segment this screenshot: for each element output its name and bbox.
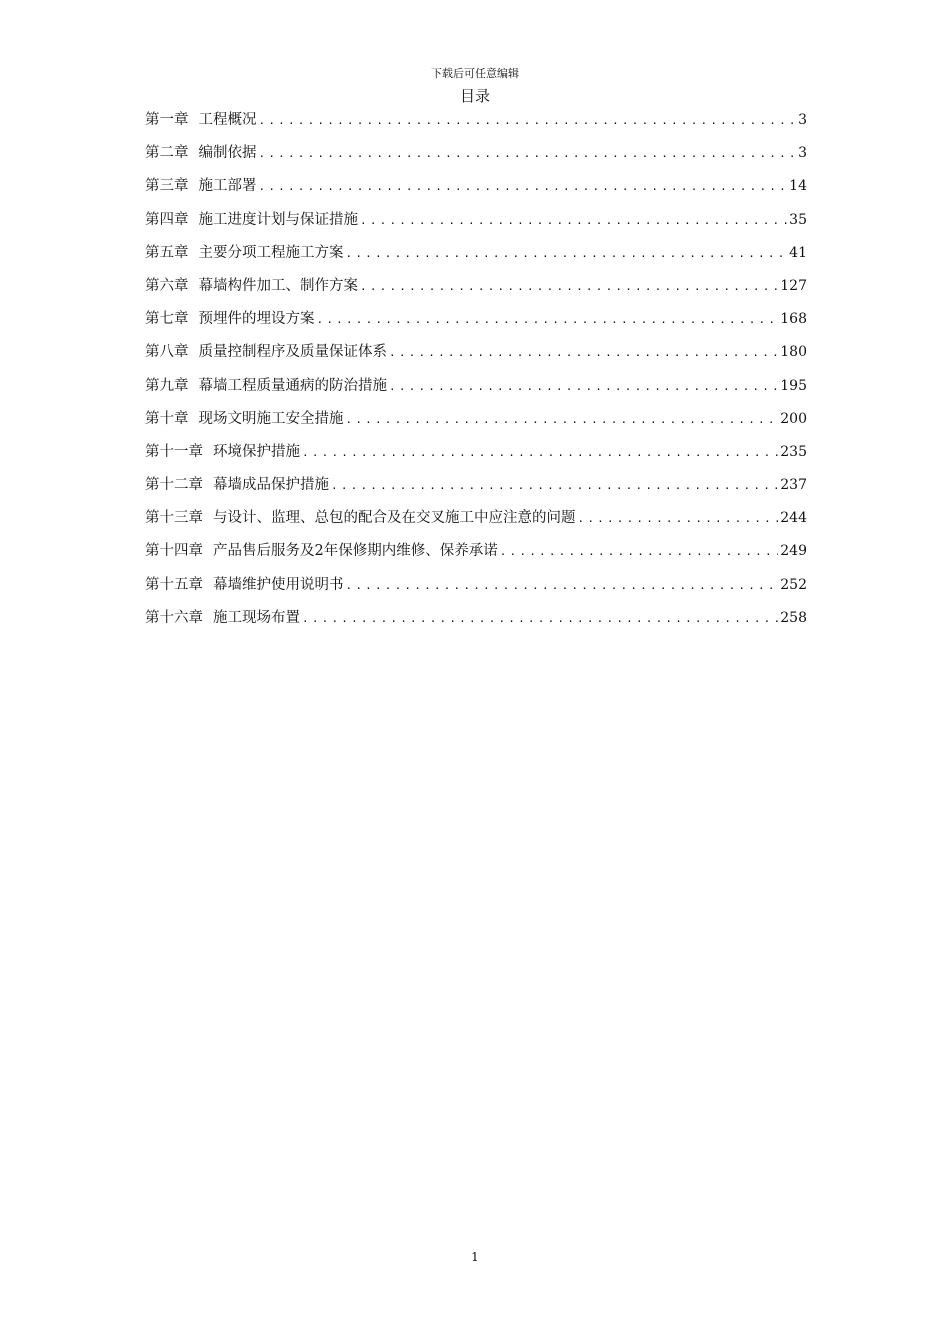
toc-entry-title: 幕墙维护使用说明书 bbox=[213, 576, 344, 593]
toc-entry-title: 编制依据 bbox=[198, 145, 257, 162]
toc-chapter-number: 第九章 bbox=[145, 377, 189, 394]
toc-entry-title: 施工部署 bbox=[198, 178, 257, 195]
toc-entry-title: 现场文明施工安全措施 bbox=[198, 410, 344, 427]
toc-entry-title: 施工进度计划与保证措施 bbox=[198, 211, 358, 228]
table-of-contents bbox=[145, 108, 807, 639]
toc-chapter-number: 第三章 bbox=[145, 178, 189, 195]
toc-entry[interactable] bbox=[145, 573, 807, 606]
toc-entry-title: 工程概况 bbox=[198, 112, 257, 128]
toc-dot-leader bbox=[389, 341, 778, 365]
toc-entry-title: 幕墙工程质量通病的防治措施 bbox=[198, 377, 387, 394]
toc-chapter-number: 第十一章 bbox=[145, 443, 203, 460]
toc-page-number: 237 bbox=[780, 477, 807, 494]
toc-chapter-number: 第十四章 bbox=[145, 543, 203, 560]
toc-entry[interactable] bbox=[145, 108, 807, 141]
toc-entry[interactable] bbox=[145, 340, 807, 373]
toc-entry-title: 幕墙构件加工、制作方案 bbox=[198, 277, 358, 294]
toc-entry[interactable] bbox=[145, 606, 807, 639]
toc-entry-title: 产品售后服务及2年保修期内维修、保养承诺 bbox=[213, 543, 498, 560]
toc-entry[interactable] bbox=[145, 506, 807, 539]
page-number: 1 bbox=[471, 1250, 479, 1264]
toc-entry[interactable] bbox=[145, 307, 807, 340]
toc-page-number: 258 bbox=[780, 609, 807, 626]
toc-page-number: 249 bbox=[780, 543, 807, 560]
toc-page-number: 200 bbox=[780, 410, 807, 427]
toc-entry-title: 幕墙成品保护措施 bbox=[213, 477, 329, 494]
toc-chapter-number: 第十三章 bbox=[145, 510, 203, 527]
header-note: 下载后可任意编辑 bbox=[431, 67, 519, 80]
toc-chapter-number: 第七章 bbox=[145, 311, 189, 328]
toc-page-number: 14 bbox=[789, 178, 807, 195]
toc-dot-leader bbox=[302, 607, 778, 631]
toc-page-number: 35 bbox=[789, 211, 807, 228]
toc-page-number: 180 bbox=[780, 344, 807, 361]
toc-dot-leader bbox=[259, 109, 797, 133]
toc-chapter-number: 第十二章 bbox=[145, 477, 203, 494]
toc-chapter-number: 第十六章 bbox=[145, 609, 203, 626]
toc-page-number: 235 bbox=[780, 443, 807, 460]
toc-entry[interactable] bbox=[145, 440, 807, 473]
toc-entry[interactable] bbox=[145, 539, 807, 572]
toc-dot-leader bbox=[360, 275, 778, 299]
toc-chapter-number: 第十章 bbox=[145, 410, 189, 427]
toc-dot-leader bbox=[259, 142, 797, 166]
toc-page-number: 3 bbox=[798, 145, 807, 162]
toc-dot-leader bbox=[302, 441, 778, 465]
toc-dot-leader bbox=[346, 408, 779, 432]
toc-page-number: 252 bbox=[780, 576, 807, 593]
toc-title: 目录 bbox=[459, 87, 490, 105]
toc-dot-leader bbox=[331, 474, 778, 498]
toc-page-number: 41 bbox=[789, 244, 807, 261]
toc-entry-title: 预埋件的埋设方案 bbox=[198, 311, 315, 328]
toc-page-number: 168 bbox=[780, 311, 807, 328]
toc-entry[interactable] bbox=[145, 208, 807, 241]
toc-page-number: 127 bbox=[780, 277, 807, 294]
toc-entry-title: 施工现场布置 bbox=[213, 609, 300, 626]
toc-entry[interactable] bbox=[145, 274, 807, 307]
toc-chapter-number: 第五章 bbox=[145, 244, 189, 261]
toc-dot-leader bbox=[578, 507, 779, 531]
toc-dot-leader bbox=[346, 574, 779, 598]
toc-entry-title: 质量控制程序及质量保证体系 bbox=[198, 344, 387, 361]
toc-chapter-number: 第六章 bbox=[145, 277, 189, 294]
toc-entry-title: 主要分项工程施工方案 bbox=[198, 244, 344, 261]
toc-entry[interactable] bbox=[145, 241, 807, 274]
toc-entry[interactable] bbox=[145, 473, 807, 506]
toc-dot-leader bbox=[500, 540, 779, 564]
toc-entry[interactable] bbox=[145, 174, 807, 207]
toc-chapter-number: 第十五章 bbox=[145, 576, 203, 593]
toc-entry-title: 与设计、监理、总包的配合及在交叉施工中应注意的问题 bbox=[213, 510, 576, 527]
toc-dot-leader bbox=[317, 308, 779, 332]
toc-chapter-number: 第四章 bbox=[145, 211, 189, 228]
toc-dot-leader bbox=[389, 375, 778, 399]
toc-entry[interactable] bbox=[145, 407, 807, 440]
toc-page-number: 3 bbox=[798, 112, 807, 128]
toc-dot-leader bbox=[346, 242, 788, 266]
toc-dot-leader bbox=[259, 175, 788, 199]
toc-dot-leader bbox=[360, 209, 787, 233]
toc-entry[interactable] bbox=[145, 374, 807, 407]
toc-entry-title: 环境保护措施 bbox=[213, 443, 300, 460]
toc-chapter-number: 第一章 bbox=[145, 112, 189, 128]
toc-chapter-number: 第二章 bbox=[145, 145, 189, 162]
toc-page-number: 244 bbox=[780, 510, 807, 527]
toc-chapter-number: 第八章 bbox=[145, 344, 189, 361]
toc-page-number: 195 bbox=[780, 377, 807, 394]
toc-entry[interactable] bbox=[145, 141, 807, 174]
